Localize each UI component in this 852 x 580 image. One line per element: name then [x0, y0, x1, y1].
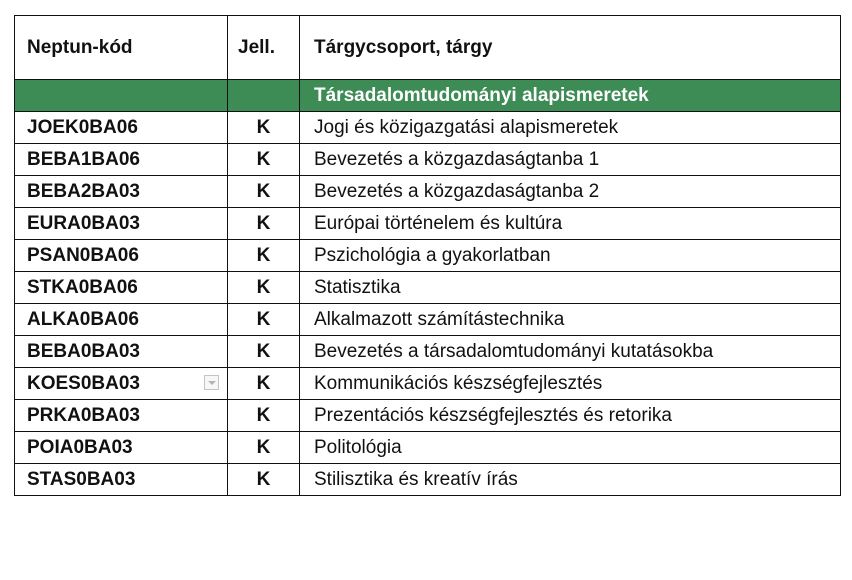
- type-cell[interactable]: K: [228, 240, 300, 272]
- type-cell[interactable]: K: [228, 208, 300, 240]
- table-row: [15, 272, 841, 304]
- table-row: [15, 144, 841, 176]
- header-type[interactable]: Jell.: [228, 16, 300, 80]
- table-row: [15, 464, 841, 496]
- table-row: [15, 112, 841, 144]
- type-cell[interactable]: K: [228, 336, 300, 368]
- subject-cell[interactable]: Pszichológia a gyakorlatban: [300, 240, 841, 272]
- neptun-code-text: KOES0BA03: [27, 372, 140, 394]
- neptun-code-cell[interactable]: POIA0BA03: [15, 432, 228, 464]
- table-row: [15, 336, 841, 368]
- neptun-code-cell[interactable]: STKA0BA06: [15, 272, 228, 304]
- subject-cell[interactable]: Statisztika: [300, 272, 841, 304]
- type-cell[interactable]: K: [228, 432, 300, 464]
- type-cell[interactable]: K: [228, 272, 300, 304]
- subject-cell[interactable]: Stilisztika és kreatív írás: [300, 464, 841, 496]
- subject-cell[interactable]: Politológia: [300, 432, 841, 464]
- neptun-code-cell[interactable]: STAS0BA03: [15, 464, 228, 496]
- type-cell[interactable]: K: [228, 400, 300, 432]
- course-table: [14, 15, 841, 496]
- subject-cell[interactable]: Prezentációs készségfejlesztés és retorika: [300, 400, 841, 432]
- group-type-cell[interactable]: [228, 80, 300, 112]
- type-cell[interactable]: K: [228, 304, 300, 336]
- subject-cell[interactable]: Kommunikációs készségfejlesztés: [300, 368, 841, 400]
- neptun-code-cell[interactable]: [15, 368, 228, 400]
- table-row: [15, 304, 841, 336]
- subject-cell[interactable]: Európai történelem és kultúra: [300, 208, 841, 240]
- subject-cell[interactable]: Bevezetés a közgazdaságtanba 1: [300, 144, 841, 176]
- subject-cell[interactable]: Alkalmazott számítástechnika: [300, 304, 841, 336]
- neptun-code-cell[interactable]: PRKA0BA03: [15, 400, 228, 432]
- neptun-code-cell[interactable]: ALKA0BA06: [15, 304, 228, 336]
- neptun-code-cell[interactable]: EURA0BA03: [15, 208, 228, 240]
- neptun-code-cell[interactable]: PSAN0BA06: [15, 240, 228, 272]
- table-row: [15, 208, 841, 240]
- table-row: [15, 368, 841, 400]
- table-row: [15, 432, 841, 464]
- type-cell[interactable]: K: [228, 368, 300, 400]
- group-code-cell[interactable]: [15, 80, 228, 112]
- type-cell[interactable]: K: [228, 464, 300, 496]
- course-table-container: [14, 15, 840, 496]
- neptun-code-cell[interactable]: BEBA1BA06: [15, 144, 228, 176]
- subject-cell[interactable]: Bevezetés a közgazdaságtanba 2: [300, 176, 841, 208]
- chevron-down-icon[interactable]: [204, 375, 219, 390]
- type-cell[interactable]: K: [228, 144, 300, 176]
- neptun-code-cell[interactable]: JOEK0BA06: [15, 112, 228, 144]
- neptun-code-cell[interactable]: BEBA0BA03: [15, 336, 228, 368]
- subject-cell[interactable]: Bevezetés a társadalomtudományi kutatásokba: [300, 336, 841, 368]
- type-cell[interactable]: K: [228, 112, 300, 144]
- neptun-code-cell[interactable]: BEBA2BA03: [15, 176, 228, 208]
- table-header-row: [15, 16, 841, 80]
- header-neptun-code[interactable]: Neptun-kód: [15, 16, 228, 80]
- header-subject[interactable]: Tárgycsoport, tárgy: [300, 16, 841, 80]
- table-row: [15, 240, 841, 272]
- group-title[interactable]: Társadalomtudományi alapismeretek: [300, 80, 841, 112]
- table-row: [15, 176, 841, 208]
- group-row: [15, 80, 841, 112]
- table-row: [15, 400, 841, 432]
- type-cell[interactable]: K: [228, 176, 300, 208]
- subject-cell[interactable]: Jogi és közigazgatási alapismeretek: [300, 112, 841, 144]
